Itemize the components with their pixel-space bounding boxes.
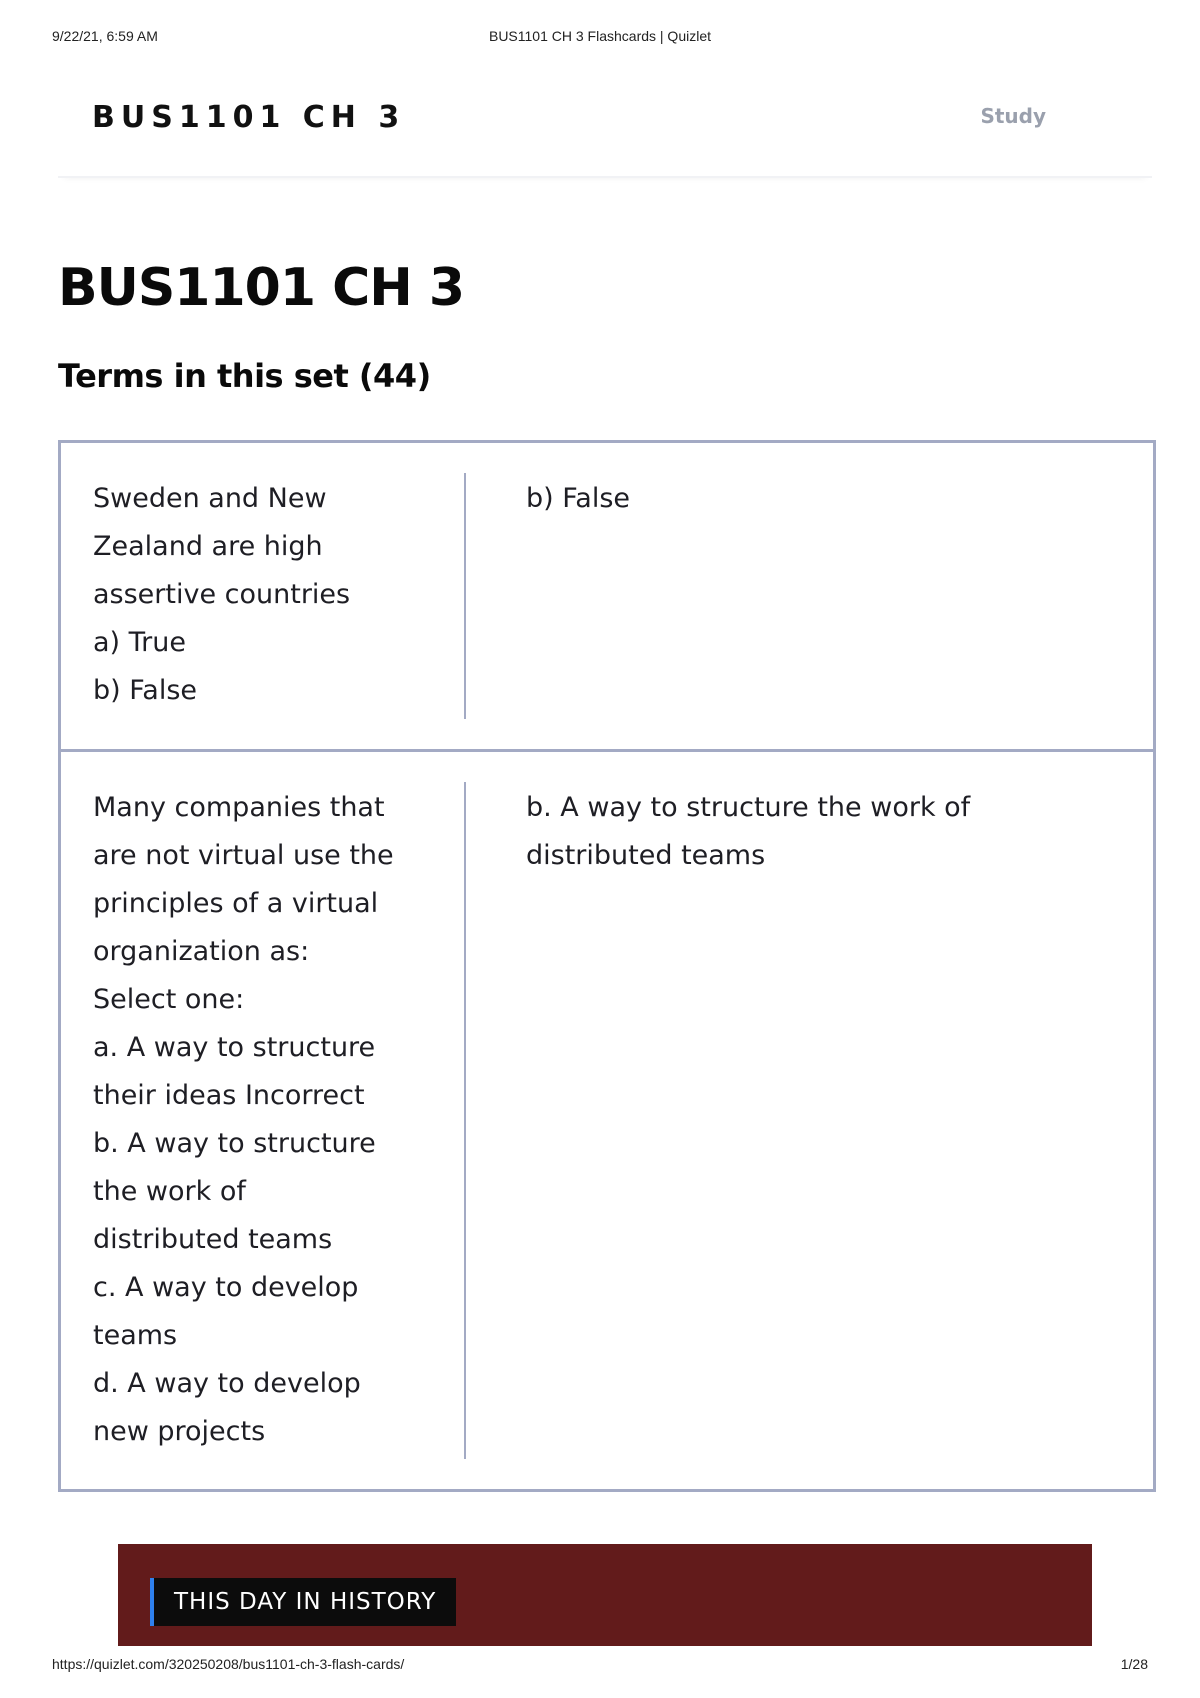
- card-divider: [464, 473, 466, 719]
- term-text: Many companies that are not virtual use the principles of a virtual organization as: Select one: a. A way to structure their ideas Incorrect b. A way to structure the work of distributed teams c. A way to develop teams d. A way to develop new projects: [93, 792, 394, 1447]
- print-page-number: 1/28: [1120, 1656, 1148, 1672]
- terms-heading: Terms in this set (44): [58, 357, 431, 395]
- ad-banner[interactable]: [118, 1544, 1092, 1646]
- study-link[interactable]: Study: [980, 104, 1046, 128]
- print-doc-title: BUS1101 CH 3 Flashcards | Quizlet: [488, 28, 712, 44]
- definition-text: b) False: [526, 483, 631, 514]
- print-footer: [52, 1656, 1148, 1676]
- print-datetime: 9/22/21, 6:59 AM: [52, 28, 158, 44]
- set-logo[interactable]: BUS1101 CH 3: [92, 100, 406, 135]
- terms-list: [58, 440, 1156, 1492]
- term-card: [61, 749, 1153, 1489]
- ad-label: THIS DAY IN HISTORY: [150, 1578, 456, 1626]
- definition-text: b. A way to structure the work of distributed teams: [526, 792, 971, 871]
- page-title: BUS1101 CH 3: [58, 258, 465, 318]
- term-text: Sweden and New Zealand are high assertive countries a) True b) False: [93, 483, 351, 706]
- print-url: https://quizlet.com/320250208/bus1101-ch-3-flash-cards/: [52, 1656, 405, 1672]
- set-header-bar: [58, 70, 1152, 178]
- print-header: [52, 28, 1148, 48]
- term-card: [61, 443, 1153, 749]
- card-divider: [464, 782, 466, 1459]
